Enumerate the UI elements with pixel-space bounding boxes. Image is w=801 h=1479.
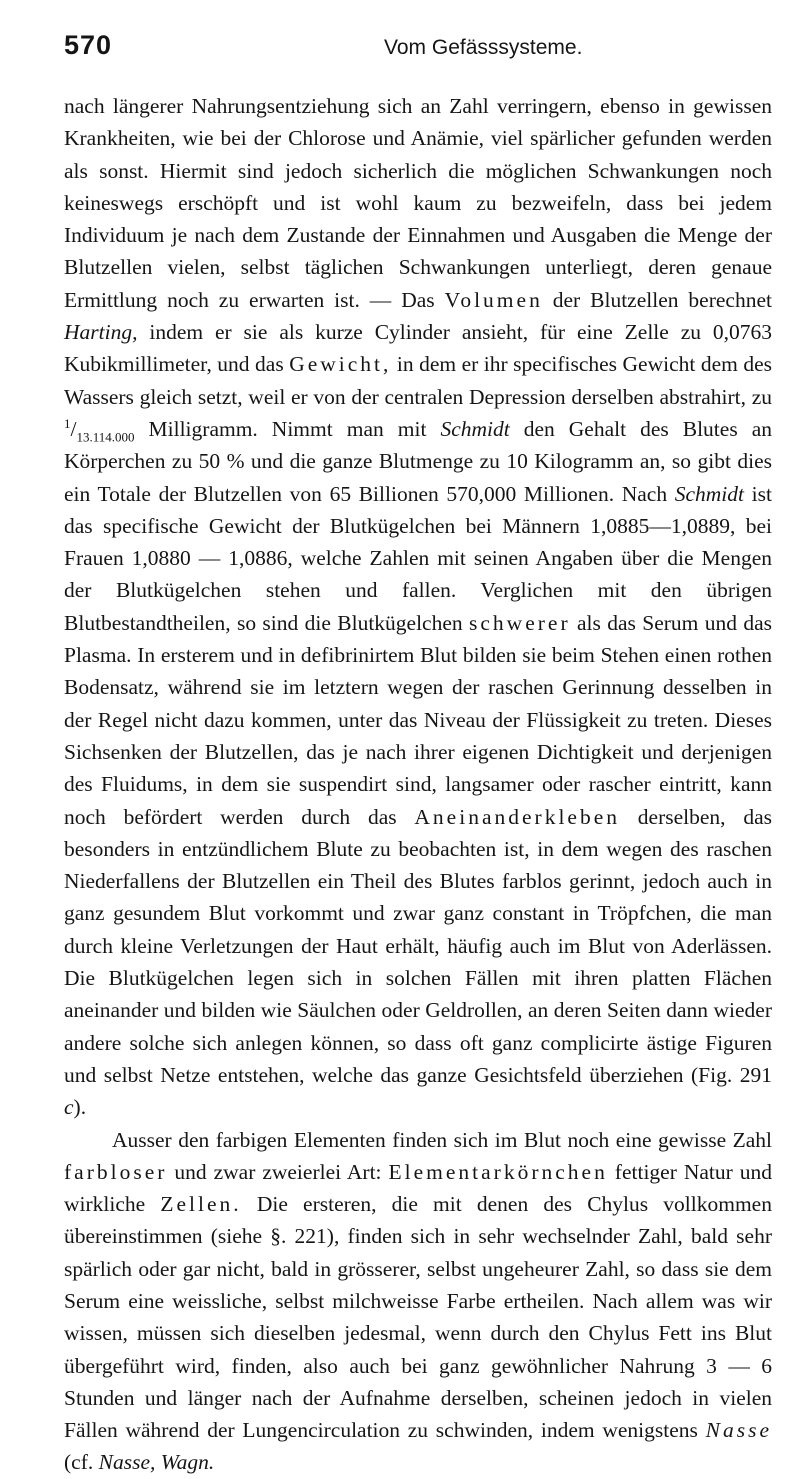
text-run: Ausser den farbigen Elementen finden sich im Blut noch eine gewisse Zahl [112, 1127, 772, 1152]
text-run: als das Serum und das Plasma. In ersterem und in defibrinirtem Blut bilden sie beim Stehen einen rothen Bodensatz, während sie im letztern wegen der raschen Gerinnung desselben in der Regel nicht dazu kommen, unter das Niveau der Flüssigkeit zu treten. Dieses Sichsenken der Blutzellen, das je nach ihrer eigenen Dichtigkeit und derjenigen des Fluidums, in dem sie suspendirt sind, langsamer oder rascher eintritt, kann noch befördert werden durch das [64, 610, 772, 829]
text-run: ist das specifische Gewicht der Blutkügelchen bei Männern 1,0885—1,0889, bei Frauen 1,0880 — 1,0886, welche Zahlen mit seinen Angaben über die Mengen der Blutkügelchen stehen und fallen. Verglichen mit den übrigen Blutbestandtheilen, so sind die Blutkügelchen [64, 481, 772, 635]
text-run-spaced: schwerer [469, 610, 571, 635]
text-run: nach längerer Nahrungsentziehung sich an Zahl verringern, ebenso in gewissen Krankheiten, wie bei der Chlorose und Anämie, viel spärlicher gefunden werden als sonst. Hiermit sind jedoch sicherlich die möglichen Schwankungen noch keineswegs erschöpft und ist wohl kaum zu bezweifeln, dass bei jedem Individuum je nach dem Zustande der Einnahmen und Ausgaben die Menge der Blutzellen vielen, selbst täglichen Schwankungen unterliegt, deren genaue Ermittlung noch zu erwarten ist. — Das [64, 94, 772, 312]
text-run-italic: Schmidt [674, 481, 745, 506]
text-run: der Blutzellen berechnet [542, 287, 772, 312]
text-run-italic: Nasse, Wagn. [98, 1450, 215, 1475]
text-run-spaced: Volumen [444, 287, 543, 312]
text-run: den Gehalt des Blutes an Körperchen zu 50 % und die ganze Blutmenge zu 10 Kilogramm an, so gibt dies ein Totale der Blutzellen von 65 Billionen 570,000 Millionen. Nach [64, 416, 772, 506]
text-run: Die ersteren, die mit denen des Chylus vollkommen übereinstimmen (siehe §. 221), finden sich in sehr wechselnder Zahl, bald sehr spärlich oder gar nicht, bald in grösserer, selbst ungeheurer Zahl, so dass sie dem Serum eine weissliche, selbst milchweisse Farbe ertheilen. Nach allem was wir wissen, müssen sich dieselben jedesmal, wenn durch den Chylus Fett ins Blut übergeführt wird, finden, also auch bei ganz gewöhnlicher Nahrung 3 — 6 Stunden und länger nach der Aufnahme derselben, scheinen jedoch in vielen Fällen während der Lungencirculation zu schwinden, indem wenigstens [64, 1192, 772, 1443]
text-run: derselben, das besonders in entzündlichem Blute zu beobachten ist, in dem wegen des raschen Niederfallens der Blutzellen ein Theil des Blutes farblos gerinnt, jedoch auch in ganz gesundem Blut vorkommt und zwar ganz constant in Tröpfchen, die man durch kleine Verletzungen der Haut erhält, häufig auch im Blut von Aderlässen. Die Blutkügelchen legen sich in solchen Fällen mit ihren platten Flächen aneinander und bilden wie Säulchen oder Geldrollen, an deren Seiten dann wieder andere solche sich anlegen können, so dass oft ganz complicirte ästige Figuren und selbst Netze entstehen, welche das ganze Gesichtsfeld überziehen (Fig. 291 [64, 804, 772, 1087]
text-run-italic: Schmidt [440, 416, 510, 441]
text-run-italic: Harting, [64, 320, 138, 345]
text-run: fettiger Natur und wirkliche [64, 1159, 772, 1217]
text-run-spaced: farbloser [64, 1159, 168, 1184]
text-run-sub: 13.114.000 [76, 429, 135, 445]
text-run-spaced: Elementarkörnchen [388, 1159, 608, 1184]
paragraph [64, 90, 772, 1124]
text-run: und zwar zweierlei Art: [167, 1159, 389, 1184]
running-head: Vom Gefässsysteme. [384, 36, 583, 59]
body-text [64, 90, 772, 1479]
text-run: Milligramm. Nimmt man mit [134, 416, 441, 441]
text-run: / [70, 416, 77, 441]
text-run-spaced: Zellen. [160, 1192, 242, 1217]
text-run-italic-spaced: Nasse [705, 1418, 772, 1443]
text-run: (cf. [64, 1450, 99, 1475]
paragraph [64, 1124, 772, 1479]
text-run-sup: 1 [64, 415, 71, 431]
text-run: in dem er ihr specifisches Gewicht dem des Wassers gleich setzt, weil er von der centralen Depression derselben abstrahirt, zu [64, 352, 772, 409]
page-header [64, 30, 761, 70]
text-run-spaced: Aneinanderkleben [414, 804, 621, 829]
text-run-spaced: Gewicht, [289, 352, 392, 377]
text-run: indem er sie als kurze Cylinder ansieht, für eine Zelle zu 0,0763 Kubikmillimeter, und das [64, 320, 772, 377]
text-run: ). [73, 1095, 87, 1120]
text-run-italic: c [64, 1095, 74, 1120]
page-number: 570 [64, 30, 113, 60]
